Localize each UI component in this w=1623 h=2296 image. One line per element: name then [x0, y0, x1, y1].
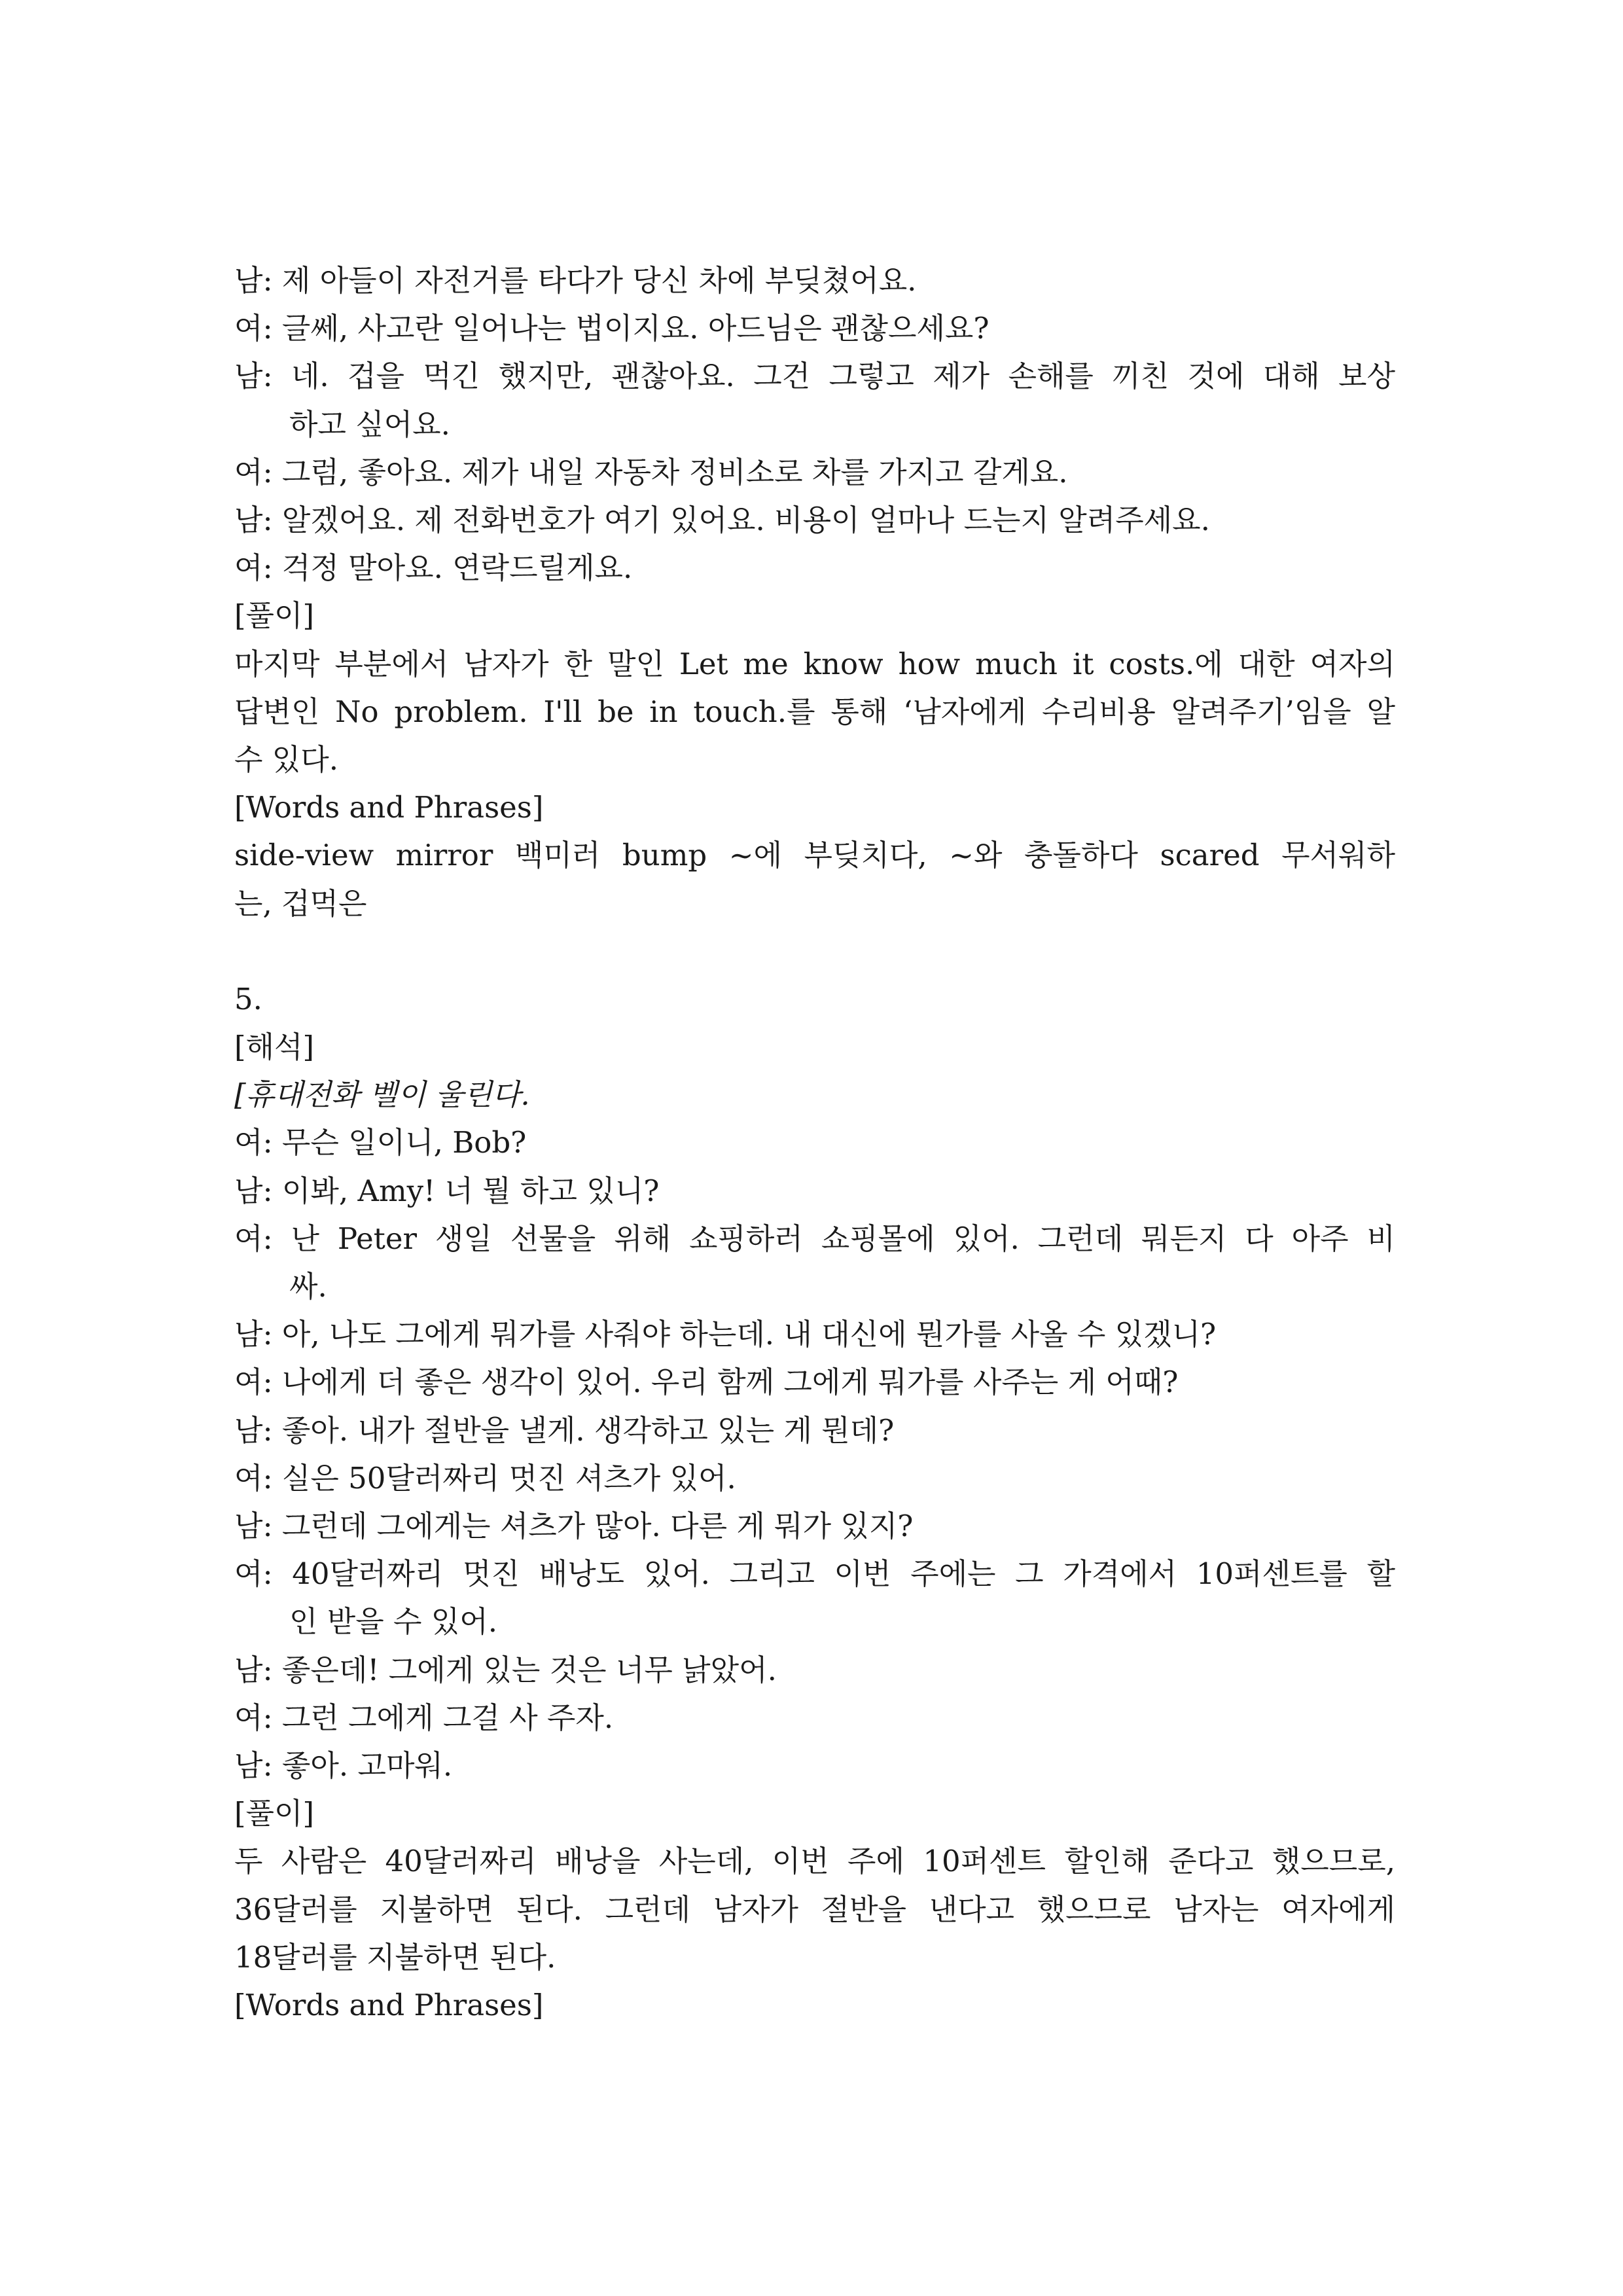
dialogue-line: 남: 이봐, Amy! 너 뭘 하고 있니? [234, 1173, 660, 1208]
explanation-heading: [풀이] [234, 1796, 315, 1831]
stage-direction: [휴대전화 벨이 울린다. [234, 1077, 530, 1113]
words-heading: [Words and Phrases] [234, 790, 544, 825]
dialogue-line-continued: 하고 싶어요. [289, 406, 450, 442]
dialogue-line-continued: 싸. [289, 1269, 327, 1304]
explanation-line: 마지막 부분에서 남자가 한 말인 Let me know how much it costs.에 대한 여자의 [234, 646, 1395, 681]
question-number: 5. [234, 981, 262, 1016]
dialogue-block-top [234, 257, 1395, 592]
dialogue-line: 여: 그럼, 좋아요. 제가 내일 자동차 정비소로 차를 가지고 갈게요. [234, 454, 1068, 490]
translation-heading: [해석] [234, 1030, 315, 1065]
dialogue-line: 남: 네. 겁을 먹긴 했지만, 괜찮아요. 그건 그렇고 제가 손해를 끼친 것에 대해 보상 [234, 359, 1395, 394]
dialogue-line: 여: 난 Peter 생일 선물을 위해 쇼핑하러 쇼핑몰에 있어. 그런데 뭐든지 다 아주 비 [234, 1221, 1395, 1256]
explanation-line: 18달러를 지불하면 된다. [234, 1939, 556, 1975]
dialogue-line: 남: 좋아. 내가 절반을 낼게. 생각하고 있는 게 뭔데? [234, 1412, 895, 1448]
explanation-line: 36달러를 지불하면 된다. 그런데 남자가 절반을 낸다고 했으므로 남자는 여자에게 [234, 1892, 1395, 1927]
dialogue-line: 여: 실은 50달러짜리 멋진 셔츠가 있어. [234, 1460, 736, 1496]
dialogue-line: 여: 글쎄, 사고란 일어나는 법이지요. 아드님은 괜찮으세요? [234, 311, 990, 346]
dialogue-line: 여: 나에게 더 좋은 생각이 있어. 우리 함께 그에게 뭐가를 사주는 게 어때? [234, 1365, 1179, 1400]
words-line: side-view mirror 백미러 bump ~에 부딪치다, ~와 충돌하다 scared 무서워하 [234, 838, 1395, 873]
dialogue-line: 여: 40달러짜리 멋진 배낭도 있어. 그리고 이번 주에는 그 가격에서 10퍼센트를 할 [234, 1556, 1395, 1592]
dialogue-line: 남: 제 아들이 자전거를 타다가 당신 차에 부딪쳤어요. [234, 263, 917, 298]
words-line: 는, 겁먹은 [234, 886, 367, 921]
explanation-line: 수 있다. [234, 742, 339, 777]
dialogue-line: 남: 알겠어요. 제 전화번호가 여기 있어요. 비용이 얼마나 드는지 알려주세요. [234, 502, 1210, 537]
spacer [234, 927, 1395, 975]
document-page [234, 257, 1395, 2029]
dialogue-line: 남: 좋은데! 그에게 있는 것은 너무 낡았어. [234, 1652, 777, 1687]
explanation-line: 답변인 No problem. I'll be in touch.를 통해 ‘남자에게 수리비용 알려주기’임을 알 [234, 694, 1395, 729]
dialogue-line: 남: 좋아. 고마워. [234, 1748, 453, 1783]
dialogue-line-continued: 인 받을 수 있어. [289, 1604, 498, 1640]
dialogue-line: 남: 그런데 그에게는 셔츠가 많아. 다른 게 뭐가 있지? [234, 1508, 914, 1543]
explanation-heading: [풀이] [234, 598, 315, 634]
dialogue-line: 남: 아, 나도 그에게 뭐가를 사줘야 하는데. 내 대신에 뭔가를 사올 수 있겠니? [234, 1317, 1217, 1352]
dialogue-line: 여: 무슨 일이니, Bob? [234, 1125, 527, 1160]
words-heading: [Words and Phrases] [234, 1987, 544, 2022]
dialogue-line: 여: 걱정 말아요. 연락드릴게요. [234, 550, 633, 586]
explanation-line: 두 사람은 40달러짜리 배낭을 사는데, 이번 주에 10퍼센트 할인해 준다고 했으므로, [234, 1844, 1395, 1879]
dialogue-block [234, 1119, 1395, 1789]
dialogue-line: 여: 그런 그에게 그걸 사 주자. [234, 1700, 614, 1735]
